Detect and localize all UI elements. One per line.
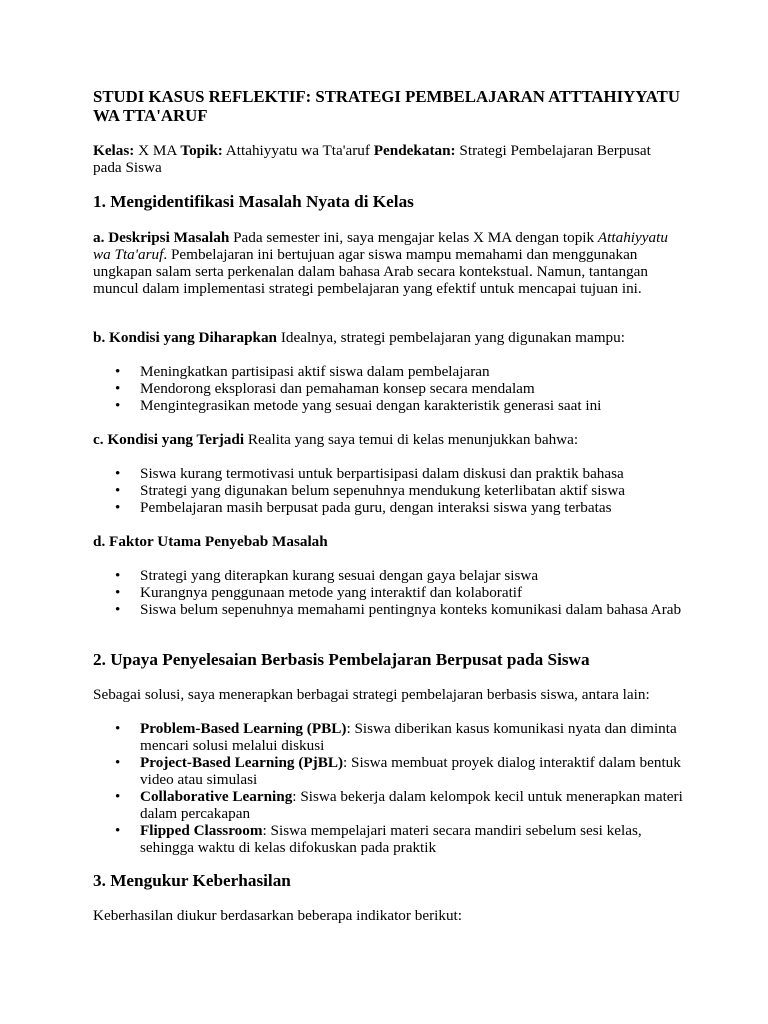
pendekatan-label: Pendekatan: — [373, 142, 456, 159]
list-item: • Kurangnya penggunaan metode yang interaktif dan kolaboratif — [93, 584, 683, 601]
document-title: STUDI KASUS REFLEKTIF: STRATEGI PEMBELAJARAN ATTTAHIYYATU WA TTA'ARUF — [93, 87, 680, 125]
kelas-value: X MA — [134, 142, 181, 159]
section-1-heading: 1. Mengidentifikasi Masalah Nyata di Kelas — [93, 192, 414, 211]
section-1b-label: b. Kondisi yang Diharapkan — [93, 329, 278, 346]
section-2-heading: 2. Upaya Penyelesaian Berbasis Pembelajaran Berpusat pada Siswa — [93, 650, 590, 669]
section-3-heading: 3. Mengukur Keberhasilan — [93, 871, 291, 890]
section-1b-list — [93, 363, 683, 414]
list-item: • Mengintegrasikan metode yang sesuai dengan karakteristik generasi saat ini — [93, 397, 683, 414]
topik-label: Topik: — [180, 142, 223, 159]
topik-value: Attahiyyatu wa Tta'aruf — [222, 142, 374, 159]
section-1d-list — [93, 567, 683, 618]
pendekatan-value: Strategi Pembelajaran Berpusat pada Siswa — [93, 142, 651, 176]
section-3-intro: Keberhasilan diukur berdasarkan beberapa indikator berikut: — [93, 907, 462, 924]
list-item: • Meningkatkan partisipasi aktif siswa dalam pembelajaran — [93, 363, 683, 380]
strategy-desc: : Siswa bekerja dalam kelompok kecil untuk menerapkan materi dalam percakapan — [140, 788, 683, 822]
section-1d-label: d. Faktor Utama Penyebab Masalah — [93, 533, 328, 550]
section-2-list — [93, 720, 683, 856]
list-item: • Pembelajaran masih berpusat pada guru, dengan interaksi siswa yang terbatas — [93, 499, 683, 516]
meta-line — [93, 142, 683, 176]
strategy-term: Flipped Classroom — [140, 822, 263, 839]
list-item — [93, 754, 683, 788]
list-item: • Strategi yang digunakan belum sepenuhnya mendukung keterlibatan aktif siswa — [93, 482, 683, 499]
section-1c-label: c. Kondisi yang Terjadi — [93, 431, 245, 448]
section-1c-list — [93, 465, 683, 516]
list-item — [93, 720, 683, 754]
strategy-desc: : Siswa mempelajari materi secara mandiri sebelum sesi kelas, sehingga waktu di kelas difokuskan pada praktik — [140, 822, 642, 856]
list-item: • Strategi yang diterapkan kurang sesuai dengan gaya belajar siswa — [93, 567, 683, 584]
section-2-intro: Sebagai solusi, saya menerapkan berbagai strategi pembelajaran berbasis siswa, antara lain: — [93, 686, 650, 703]
section-1a-paragraph — [93, 229, 683, 297]
strategy-term: Problem-Based Learning (PBL) — [140, 720, 347, 737]
section-1c-text: Realita yang saya temui di kelas menunjukkan bahwa: — [244, 431, 579, 448]
strategy-desc: : Siswa membuat proyek dialog interaktif dalam bentuk video atau simulasi — [140, 754, 681, 788]
strategy-desc: : Siswa diberikan kasus komunikasi nyata dan diminta mencari solusi melalui diskusi — [140, 720, 677, 754]
list-item: • Mendorong eksplorasi dan pemahaman konsep secara mendalam — [93, 380, 683, 397]
strategy-term: Project-Based Learning (PjBL) — [140, 754, 344, 771]
section-1c-paragraph — [93, 431, 683, 448]
list-item: • Siswa belum sepenuhnya memahami pentingnya konteks komunikasi dalam bahasa Arab — [93, 601, 683, 618]
section-1a-text-1: Pada semester ini, saya mengajar kelas X MA dengan topik — [229, 229, 598, 246]
list-item — [93, 822, 683, 856]
section-1b-text: Idealnya, strategi pembelajaran yang digunakan mampu: — [277, 329, 625, 346]
section-1d-paragraph — [93, 533, 683, 550]
section-1a-label: a. Deskripsi Masalah — [93, 229, 230, 246]
section-1b-paragraph — [93, 329, 683, 346]
section-1a-text-2: . Pembelajaran ini bertujuan agar siswa mampu memahami dan menggunakan ungkapan salam serta perkenalan dalam bahasa Arab secara kontekstual. Namun, tantangan muncul dalam implementasi strategi pembelajaran yang efektif untuk mencapai tujuan ini. — [93, 246, 648, 297]
kelas-label: Kelas: — [93, 142, 135, 159]
strategy-term: Collaborative Learning — [140, 788, 293, 805]
list-item — [93, 788, 683, 822]
section-1a-topic: Attahiyyatu wa Tta'aruf — [93, 229, 668, 263]
list-item: • Siswa kurang termotivasi untuk berpartisipasi dalam diskusi dan praktik bahasa — [93, 465, 683, 482]
